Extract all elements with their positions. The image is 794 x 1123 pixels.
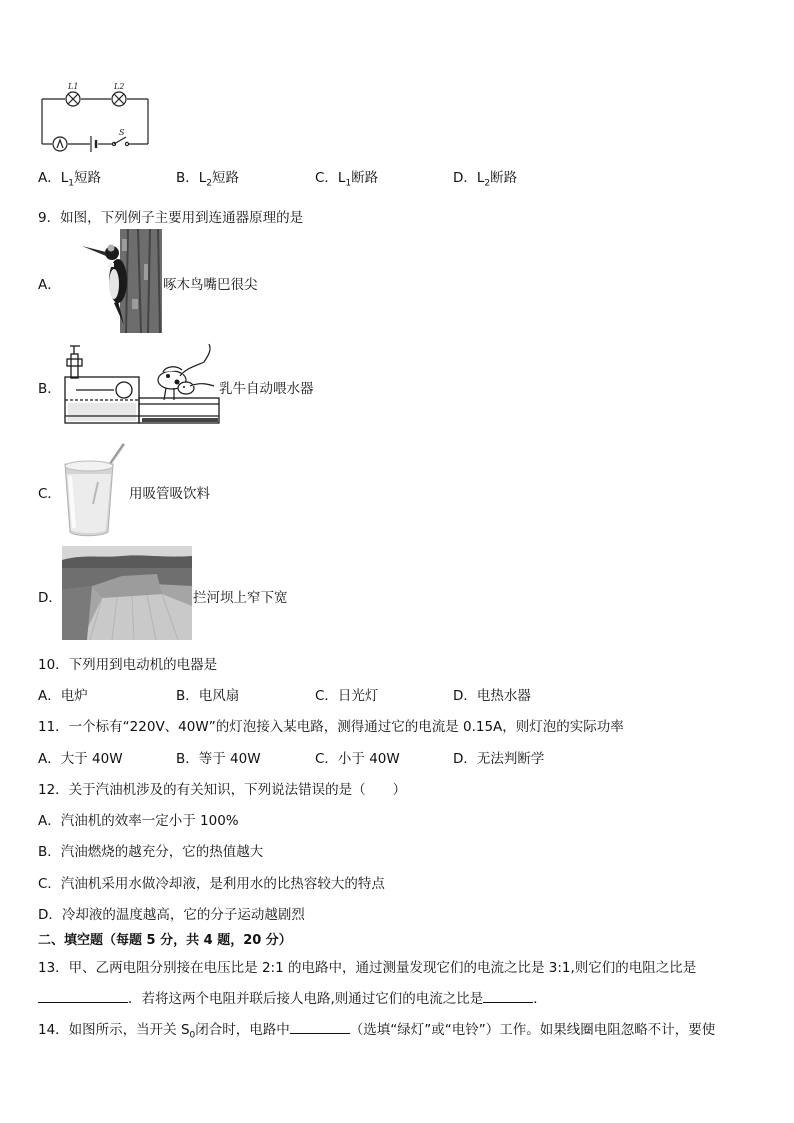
q11-option-d: D．无法判断学	[453, 751, 545, 767]
lamp-l1-icon	[66, 92, 80, 106]
q12-option-d: D．冷却液的温度越高，它的分子运动越剧烈	[38, 907, 305, 923]
milk-glass-image	[62, 442, 128, 538]
lamp-l2-icon	[112, 92, 126, 106]
lamp-l2-label: L2	[114, 82, 125, 91]
q12-option-a: A．汽油机的效率一定小于 100%	[38, 813, 239, 829]
q11-option-c: C．小于 40W	[315, 751, 400, 767]
q9-option-b-letter: B．	[38, 381, 61, 397]
circuit-diagram	[38, 80, 153, 160]
q9-option-d-caption: 拦河坝上窄下宽	[193, 590, 288, 606]
q9-option-a-letter: A．	[38, 277, 61, 293]
switch-label: S	[119, 128, 125, 137]
q14-blank-1[interactable]	[290, 1021, 350, 1034]
q9-option-d-letter: D．	[38, 590, 62, 606]
q10-option-d: D．电热水器	[453, 688, 531, 704]
dam-image	[62, 546, 192, 640]
q8-option-a: A．$L_1$短路	[38, 170, 101, 189]
q10-option-a: A．电炉	[38, 688, 88, 704]
cow-waterer-image	[62, 340, 220, 430]
q13-line1: 13．甲、乙两电阻分别接在电压比是 2:1 的电路中，通过测量发现它们的电流之比是 3:1,则它们的电阻之比是	[38, 960, 697, 976]
woodpecker-image	[78, 229, 162, 333]
q11-stem: 11．一个标有“220V、40W”的灯泡接入某电路，测得通过它的电流是 0.15A，则灯泡的实际功率	[38, 719, 624, 735]
q10-option-c: C．日光灯	[315, 688, 379, 704]
q10-stem: 10．下列用到电动机的电器是	[38, 657, 218, 673]
q8-option-d: D．$L_2$断路	[453, 170, 518, 189]
lamp-l1-label: L1	[68, 82, 79, 91]
q12-stem: 12．关于汽油机涉及的有关知识，下列说法错误的是（ ）	[38, 782, 407, 798]
battery-icon	[91, 136, 96, 152]
q12-option-b: B．汽油燃烧的越充分，它的热值越大	[38, 844, 264, 860]
q9-option-b-caption: 乳牛自动喂水器	[219, 381, 314, 397]
section-heading: 二、填空题（每题 5 分，共 4 题，20 分）	[38, 933, 292, 948]
q9-option-c-letter: C．	[38, 486, 61, 502]
q11-option-b: B．等于 40W	[176, 751, 261, 767]
switch-icon	[112, 137, 128, 146]
q14-stem: 14．如图所示，当开关 $S_0$闭合时，电路中 （选填“绿灯”或“电铃”）工作。如果线圈电阻忽略不计，要使	[38, 1022, 716, 1041]
q8-option-b: B．$L_2$短路	[176, 170, 240, 189]
q9-stem: 9．如图，下列例子主要用到连通器原理的是	[38, 210, 304, 226]
ammeter-icon	[53, 137, 67, 151]
q8-option-c: C．$L_1$断路	[315, 170, 379, 189]
q13-blank-2[interactable]	[483, 990, 533, 1003]
q10-option-b: B．电风扇	[176, 688, 240, 704]
q11-option-a: A．大于 40W	[38, 751, 123, 767]
q13-line2: ．若将这两个电阻并联后接人电路,则通过它们的电流之比是 ．	[38, 987, 547, 1007]
q9-option-a-caption: 啄木鸟嘴巴很尖	[163, 277, 258, 293]
q13-blank-1[interactable]	[38, 990, 128, 1003]
q9-option-c-caption: 用吸管吸饮料	[129, 486, 210, 502]
q12-option-c: C．汽油机采用水做冷却液，是利用水的比热容较大的特点	[38, 876, 385, 892]
